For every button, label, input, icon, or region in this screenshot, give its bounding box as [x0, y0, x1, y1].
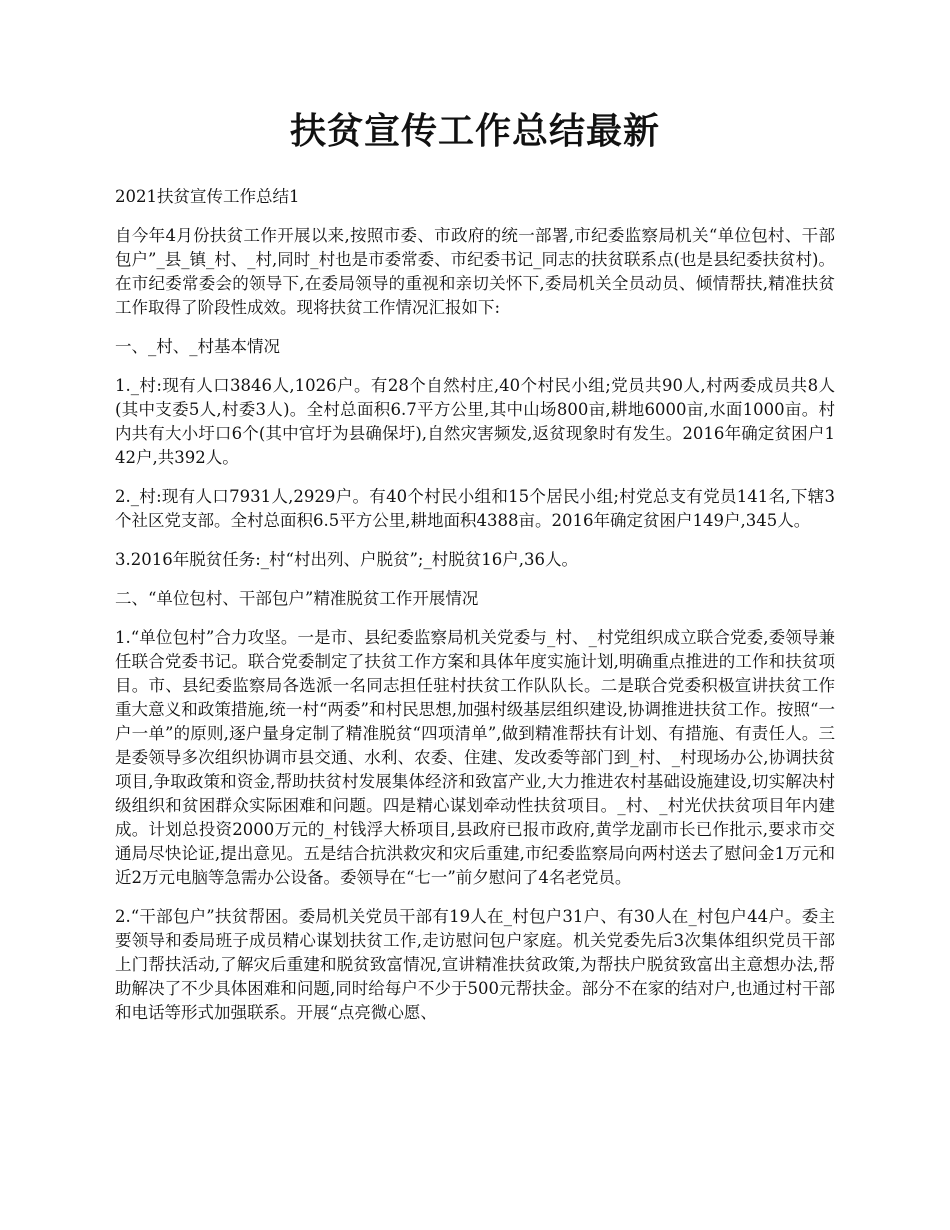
section-2-paragraph-2: 2.“干部包户”扶贫帮困。委局机关党员干部有19人在_村包户31户、有30人在_村包户44户。委主要领导和委局班子成员精心谋划扶贫工作,走访慰问包户家庭。机关党委先后3次集体组织党员干部上门帮扶活动,了解灾后重建和脱贫致富情况,宣讲精准扶贫政策,为帮扶户脱贫致富出主意想办法,帮助解决了不少具体困难和问题,同时给每户不少于500元帮扶金。部分不在家的结对户,也通过村干部和电话等形式加强联系。开展“点亮微心愿、 [115, 907, 835, 1023]
document-subtitle: 2021扶贫宣传工作总结1 [115, 187, 300, 207]
section-2-paragraph-1: 1.“单位包村”合力攻坚。一是市、县纪委监察局机关党委与_村、_村党组织成立联合党委,委领导兼任联合党委书记。联合党委制定了扶贫工作方案和具体年度实施计划,明确重点推进的工作和扶贫项目。市、县纪委监察局各选派一名同志担任驻村扶贫工作队队长。二是联合党委积极宣讲扶贫工作重大意义和政策措施,统一村“两委”和村民思想,加强村级基层组织建设,协调推进扶贫工作。按照“一户一单”的原则,逐户量身定制了精准脱贫“四项清单”,做到精准帮扶有计划、有措施、有责任人。三是委领导多次组织协调市县交通、水利、农委、住建、发改委等部门到_村、_村现场办公,协调扶贫项目,争取政策和资金,帮助扶贫村发展集体经济和致富产业,大力推进农村基础设施建设,切实解决村级组织和贫困群众实际困难和问题。四是精心谋划牵动性扶贫项目。_村、_村光伏扶贫项目年内建成。计划总投资2000万元的_村钱浮大桥项目,县政府已报市政府,黄学龙副市长已作批示,要求市交通局尽快论证,提出意见。五是结合抗洪救灾和灾后重建,市纪委监察局向两村送去了慰问金1万元和近2万元电脑等急需办公设备。委领导在“七一”前夕慰问了4名老党员。 [115, 628, 835, 888]
document-title: 扶贫宣传工作总结最新 [289, 110, 660, 152]
section-1-paragraph-1: 1._村:现有人口3846人,1026户。有28个自然村庄,40个村民小组;党员共90人,村两委成员共8人(其中支委5人,村委3人)。全村总面积6.7平方公里,其中山场800亩,耕地6000亩,水面1000亩。村内共有大小圩口6个(其中官圩为县确保圩),自然灾害频发,返贫现象时有发生。2016年确定贫困户142户,共392人。 [115, 376, 835, 468]
section-1-paragraph-2: 2._村:现有人口7931人,2929户。有40个村民小组和15个居民小组;村党总支有党员141名,下辖3个社区党支部。全村总面积6.5平方公里,耕地面积4388亩。2016年确定贫困户149户,345人。 [115, 487, 835, 531]
section-2-heading: 二、“单位包村、干部包户”精准脱贫工作开展情况 [115, 589, 479, 609]
section-1-paragraph-3: 3.2016年脱贫任务:_村“村出列、户脱贫”;_村脱贫16户,36人。 [115, 550, 578, 570]
intro-paragraph: 自今年4月份扶贫工作开展以来,按照市委、市政府的统一部署,市纪委监察局机关“单位包村、干部包户”_县_镇_村、_村,同时_村也是市委常委、市纪委书记_同志的扶贫联系点(也是县纪委扶贫村)。在市纪委常委会的领导下,在委局领导的重视和亲切关怀下,委局机关全员动员、倾情帮扶,精准扶贫工作取得了阶段性成效。现将扶贫工作情况汇报如下: [115, 226, 835, 318]
section-1-heading: 一、_村、_村基本情况 [115, 337, 280, 357]
document-page [115, 110, 835, 1040]
